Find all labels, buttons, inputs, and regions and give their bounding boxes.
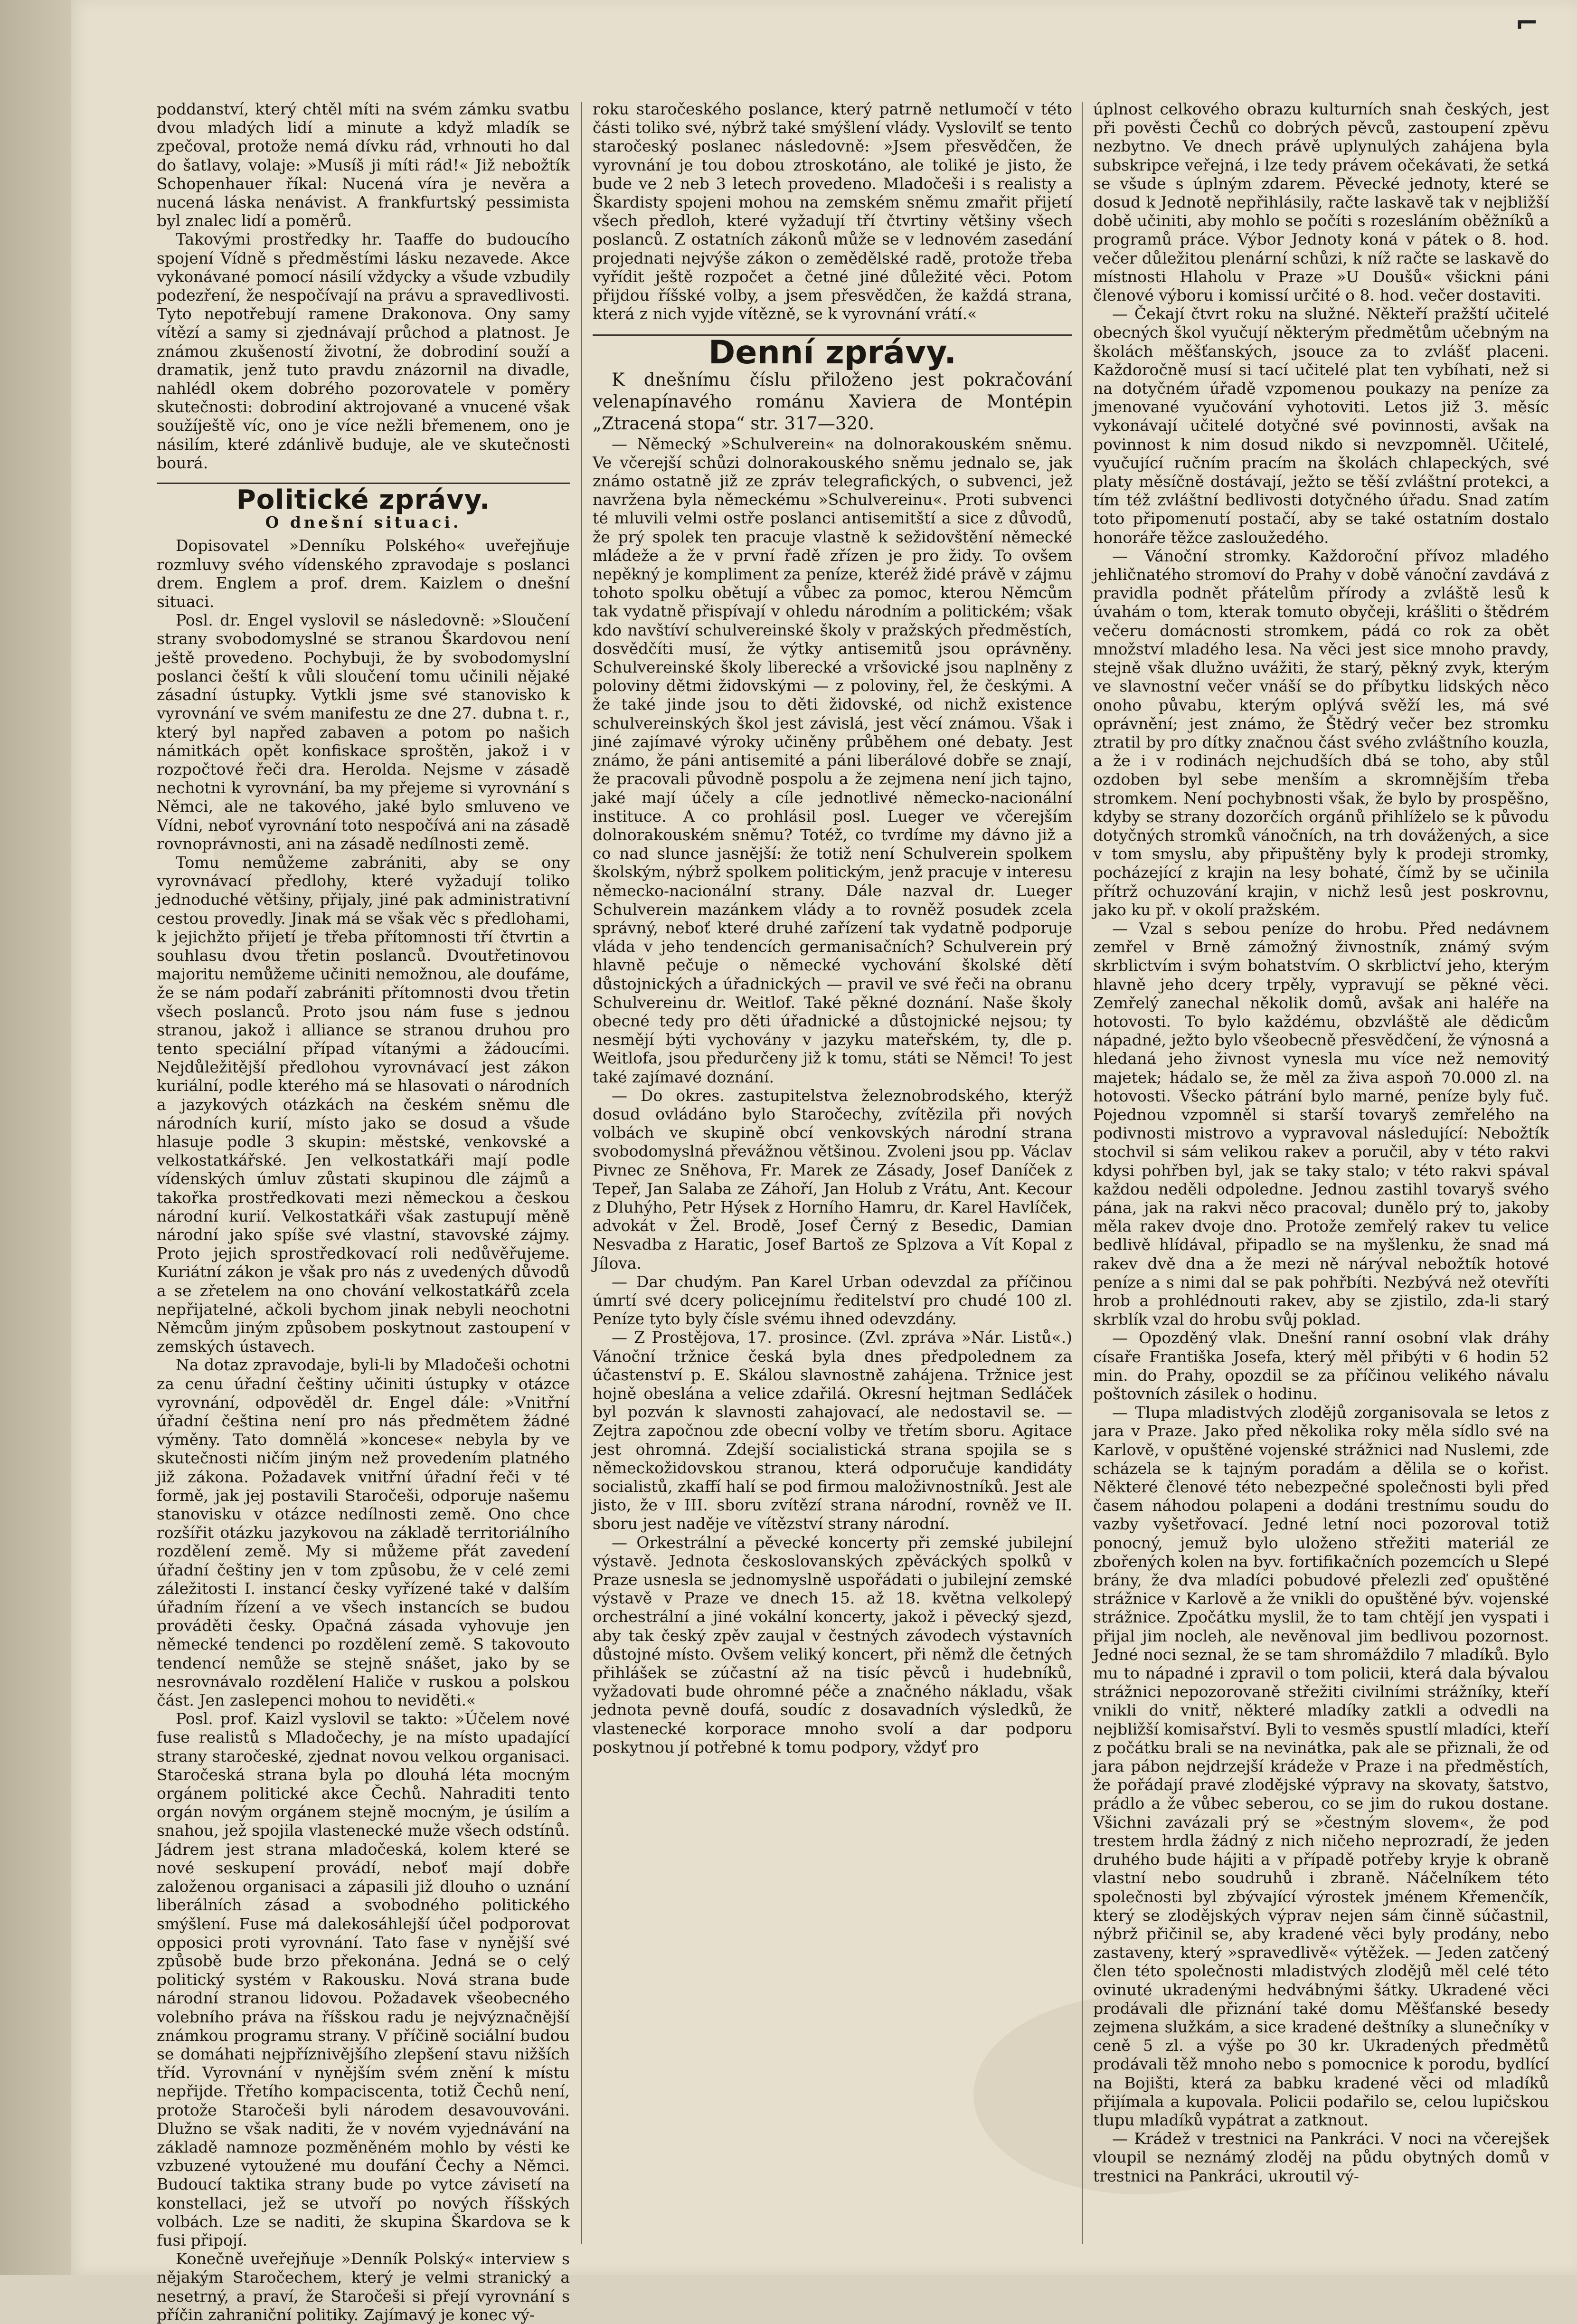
article-paragraph: poddanství, který chtěl míti na svém zámku svatbu dvou mladých lidí a minute a když mladík se zpečoval, protože nemá dívku rád, vrhnouti ho dal do šatlavy, volaje: »Musíš ji míti rád!« Již nebožtík Schopenhauer říkal: Nucená víra je nevěra a nucená láska nenávist. A frankfurtský pessimista byl znalec lidí a poměrů. xyxy=(157,100,570,230)
column-3 xyxy=(1093,100,1549,2256)
article-title-o-dnesni-situaci: O dnešní situaci. xyxy=(265,513,462,532)
supplement-notice: K dnešnímu číslu přiloženo jest pokračování velenapínavého románu Xaviera de Montépin „Ztracená stopa“ str. 317—320. xyxy=(593,369,1072,434)
news-item: — Dar chudým. Pan Karel Urban odevzdal za příčinou úmrtí své dcery policejnímu ředitelství pro chudé 100 zl. Peníze tyto byly čísle svému ihned odevzdány. xyxy=(593,1272,1072,1328)
article-paragraph: Dopisovatel »Denníku Polského« uveřejňuje rozmluvy svého vídenského zpravodaje s poslanci drem. Englem a prof. drem. Kaizlem o dnešní situaci. xyxy=(157,536,570,611)
news-item: — Vánoční stromky. Každoroční přívoz mladého jehličnatého stromoví do Prahy v době vánoční zavdává z pravidla podnět přátelům přírody a zvláště lesů k úvahám o tom, kterak tomuto obyčeji, krášliti o štědrém večeru domácnosti stromkem, pádá co rok za obět množství mladého lesa. Na věci jest sice mnoho pravdy, stejně však dlužno uvážiti, že starý, pěkný zvyk, kterým ve slavnostní večer vnáší se do příbytku lidských něco onoho půvabu, kterým oplývá svěží les, má své oprávnění; jest známo, že Štědrý večer bez stromku ztratil by pro dítky značnou část svého zvláštního kouzla, a že i v rodinách nejchudších dbá se toho, aby stůl ozdoben byl sebe menším a skromnějším třeba stromkem. Není pochybnosti však, že bylo by prospěšno, kdyby se strany dozorčích orgánů přihlíželo se k původu dotyčných stromků vánočních, na trh dovážených, a sice v tom smyslu, aby připuštěny byly k prodeji stromky, pocházející z krajin na lesy bohaté, čímž by se učinila přítrž ochuzování krajin, v nichž lesů jest poskrovnu, jako ku př. v okolí pražském. xyxy=(1093,546,1549,919)
article-paragraph: Na dotaz zpravodaje, byli-li by Mladočeši ochotni za cenu úřadní češtiny učiniti ústupky v otázce vyrovnání, odpověděl dr. Engel dále: »Vnitřní úřadní čeština není pro nás předmětem žádné výměny. Tato domnělá »koncese« nebyla by ve skutečnosti ničím jiným než provedením platného již zákona. Požadavek vnitřní úřadní řeči v té formě, jak jej postavili Staročeši, odporuje našemu stanovisku v otázce nedílnosti země. Ono chce rozšířit otázku jazykovou na základě territoriálního rozdělení země. My si můžeme přát zavedení úřadní češtiny jen v tom způsobu, že v celé zemi záležitosti I. instancí česky vyřízené také v dalším úřadním řízení a ve všech instancích se budou prováděti česky. Opačná zásada vyhovuje jen německé tendenci po rozdělení země. S takovouto tendencí nemůže se stejně snášet, jako by se nesrovnávalo rozdělení Haliče v ruskou a polskou část. Jen zaslepenci mohou to neviděti.« xyxy=(157,1356,570,1710)
article-paragraph: Konečně uveřejňuje »Denník Polský« interview s nějakým Staročechem, který je velmi stranický a nesetrný, a praví, že Staročeši si přejí vyrovnání s příčin zahraniční politiky. Zajímavý je konec vý- xyxy=(157,2249,570,2324)
page-corner-mark: ⌐ xyxy=(1515,7,1539,40)
news-item: — Tlupa mladistvých zlodějů zorganisovala se letos z jara v Praze. Jako před několika roky měla sídlo své na Karlově, v opuštěné vojenské strážnici nad Nuslemi, zde scházela se k tajným poradám a dělila se o kořist. Některé členové této nebezpečné společnosti byli před časem náhodou polapeni a dodáni trestnímu soudu do vazby vyšetřovací. Jedné letní noci pozoroval totiž ponocný, jemuž bylo uloženo střežiti materiál ze zbořených kolen na byv. fortifikačních pozemcích u Slepé brány, že dva mladíci pobudové přelezli zeď opuštěné strážnice v Karlově a že vnikli do opuštěné býv. vojenské strážnice. Zpočátku myslil, že to tam chtějí jen vyspati i přijal jim nocleh, ale nevěnoval jim bedlivou pozornost. Jedné noci seznal, že se tam shromáždilo 7 mladíků. Bylo mu to nápadné i zpravil o tom policii, která dala bývalou strážnici nepozorovaně střežiti civilními strážníky, kteří vnikli do vnitř, některé mladíky zatkli a odvedli na nejbližší komisařství. Byli to vesměs spustlí mladíci, kteří z počátku brali se na nevinátka, pak ale se přiznali, že od jara pábon nejdrzejší krádeže v Praze i na předměstích, že pořádají pravé zlodějské výpravy na skovaty, šatstvo, prádlo a že vůbec seberou, co se jim do rukou dostane. Všichni zavázali prý se »čestným slovem«, že pod trestem hrdla žádný z nich ničeho neprozradí, že jeden druhého bude hájiti a v případě potřeby kryje k obraně vlastní nebo soudruhů i zbraně. Náčelníkem této společnosti byl zbývající výrostek jménem Křemenčík, který se zlodějských výprav nejen sám činně súčastnil, nýbrž přičinil se, aby kradené věci byly prodány, nebo zastaveny, který »spravedlivě« výtěžek. — Jeden zatčený člen této společnosti mladistvých zlodějů měl celé této ovinuté ukradenými hedvábnými šátky. Ukradené věci prodávali dle přiznání také domu Měšťanské besedy zejmena služkám, a sice kradené deštníky a slunečníky v ceně 5 zl. a výše po 30 kr. Ukradených předmětů prodávali těž mnoho nebo s pomocnice k porodu, bydlící na Bojišti, která za babku kradené věci od mladíků přijímala a kupovala. Policii podařilo se, celou lupičskou tlupu mladíků vypátrat a zatknout. xyxy=(1093,1403,1549,2129)
column-rule xyxy=(581,102,582,2244)
news-item: — Čekají čtvrt roku na služné. Někteří pražští učitelé obecných škol vyučují některým předmětům učebným na školách měšťanských, jsouce za to zvlášť placeni. Každoročně musí si tací učitelé plat ten vybíhati, než si na dotyčném úřadě vzpomenou poukazy na peníze za jmenované vyučování vyhotoviti. Letos již 3. měsíc vykonávají učitelé dotyčné své povinnosti, avšak na povinnost k nim dosud nikdo si nevzpomněl. Učitelé, vyučující ručním pracím na školách chlapeckých, své platy měsíčně dostávají, ježto se těší zvláštní protekci, a tím též zvláštní bedlivosti dotyčného úřadu. Snad zatím toto připomenutí postačí, aby se také ostatním dostalo honoráře těžce zasloužedého. xyxy=(1093,304,1549,547)
article-paragraph: roku staročeského poslance, který patrně netlumočí v této části toliko své, nýbrž také smýšlení vlády. Vyslovilť se tento staročeský poslanec následovně: »Jsem přesvědčen, že vyrovnání je tou dobou ztroskotáno, ale toliké je jisto, že bude ve 2 neb 3 letech provedeno. Mladočeši i s realisty a Škardisty spojeni mohou na zemském sněmu zmařit přijetí všech předloh, které vyžadují tří čtvrtiny většiny všech poslanců. Z ostatních zákonů může se v lednovém zasedání projednati nejvýše zákon o zemědělské radě, protože třeba vyřídit ještě rozpočet a četné jiné důležité věci. Potom přijdou říšské volby, a jsem přesvědčen, že každá strana, která z nich vyjde vítězně, se k vyrovnání vrátí.« xyxy=(593,100,1072,323)
article-paragraph: Posl. dr. Engel vyslovil se následovně: »Sloučení strany svobodomyslné se stranou Škardovou není ještě provedeno. Pochybuji, že by svobodomyslní poslanci čeští k vůli sloučení tomu učinili nějaké zásadní ústupky. Vytkli jsme své stanovisko k vyrovnání ve svém manifestu ze dne 27. dubna t. r., který byl napřed zabaven a potom po našich námitkách opět konfiskace sproštěn, jakož i v rozpočtové řeči dra. Herolda. Nejsme v zásadě nechotni k vyrovnání, ba my přejeme si vyrovnání s Němci, ale ne takového, jaké bylo smluveno ve Vídni, neboť vyrovnání toto nespočívá ani na zásadě rovnoprávnosti, ani na zásadě nedílnosti země. xyxy=(157,611,570,853)
newspaper-page xyxy=(71,0,1577,2324)
binding-edge xyxy=(0,0,76,2275)
column-rule xyxy=(1082,102,1083,2244)
section-heading-denni-zpravy: Denní zprávy. xyxy=(593,334,1072,362)
column-1 xyxy=(157,100,570,2324)
article-paragraph: Posl. prof. Kaizl vyslovil se takto: »Účelem nové fuse realistů s Mladočechy, je na místo upadající strany staročeské, zjednat novou velkou organisaci. Staročeská strana byla po dlouhá léta mocným orgánem politické akce Čechů. Nahraditi tento orgán novým orgánem stejně mocným, je úsilím a snahou, jež spojila vlastenecké muže všech odstínů. Jádrem jest strana mladočeská, kolem které se nové seskupení provádí, neboť mají dobře založenou organisaci a zápasili již dlouho o uznání liberálních zásad a svobodného politického smýšlení. Fuse má dalekosáhlejší účel podporovat opposici proti vyrovnání. Tato fase v nynější své způsobě bude brzo překonána. Jedná se o celý politický systém v Rakousku. Nová strana bude národní stranou lidovou. Požadavek všeobecného volebního práva na říšskou radu je nejvýznačnější známkou programu strany. V příčině sociální budou se domáhati nejpříznivějšího zlepšení stavu nižších tříd. Vyrovnání v nynějším svém znění k místu nepřijde. Třetího kompaciscenta, totiž Čechů není, protože Staročeši byli národem desavouvováni. Dlužno se však naditi, že v novém vyjednávání na základě namnoze pozměněném mohlo by vésti ke vzbuzené vytoužené mu doufání Čechy a Němci. Budoucí taktika strany bude po vytce závisetí na konstellaci, jež se utvoří po nových říšských volbách. Lze se naditi, že skupina Škardova se k fusi připojí. xyxy=(157,1709,570,2249)
news-item: úplnost celkového obrazu kulturních snah českých, jest při pověsti Čechů co dobrých pěvců, zastoupení zpěvu nezbytno. Ve dnech právě uplynulých zahájena byla subskripce veřejná, i lze tedy právem očekávati, že setká se všude s úplným zdarem. Pěvecké jednoty, které se dosud k Jednotě nepřihlásily, račte laskavě tak v nejbližší době učiniti, aby mohlo se počíti s rozesláním oběžníků a programů práce. Výbor Jednoty koná v pátek o 8. hod. večer důležitou plenární schůzi, k níž račte se laskavě do místnosti Hlaholu v Praze »U Doušů« všickni páni členové výboru i komissí určité o 8. hod. večer dostaviti. xyxy=(1093,100,1549,305)
article-paragraph: Tomu nemůžeme zabrániti, aby se ony vyrovnávací předlohy, které vyžadují toliko jednoduché většiny, přijaly, jiné pak administrativní cestou provedly. Jinak má se však věc s předlohami, k jejichžto přijetí je třeba přítomnosti tří čtvrtin a souhlasu dvou třetin poslanců. Dvoutřetinovou majoritu nemůžeme učiniti nemožnou, ale doufáme, že se nám podaří zabrániti přítomnosti dvou třetin všech poslanců. Proto jsou nám fuse s jednou stranou, jakož i alliance se stranou druhou pro tento speciální případ vítanými a žádoucími. Nejdůležitější předlohou vyrovnávací jest zákon kuriální, podle kterého má se hlasovati o národních a jazykových otázkách na českém sněmu dle národních kurií, místo jako se dosud a všude hlasuje podle 3 skupin: městské, venkovské a velkostatkářské. Jen velkostatkáři mají podle vídenských úmluv zůstati skupinou dle zájmů a takořka prostředkovati mezi německou a českou národní kurií. Velkostatkáři však zastupují měně národní jako spíše své vlastní, stavovské zájmy. Proto jejich sprostředkovací roli nedůvěřujeme. Kuriátní zákon je však pro nás z uvedených důvodů a se zřetelem na ono chování velkostatkářů zcela nepřijatelné, ačkoli bychom jinak nebyli neochotni Němcům jiným způsobem poskytnout zastoupení v zemských ústavech. xyxy=(157,853,570,1356)
news-item: — Vzal s sebou peníze do hrobu. Před nedávnem zemřel v Brně zámožný živnostník, známý svým skrblictvím i svým bohatstvím. O skrblictví jeho, kterým hlavně jeho dcery trpěly, vypravují se pěkné věci. Zemřelý zanechal několik domů, avšak ani haléře na hotovosti. To bylo každému, obzvláště ale dědicům nápadné, ježto bylo všeobecně přesvědčení, že výnosná a hledaná jeho živnost vynesla mu více než nemovitý majetek; hádalo se, že měl za živa aspoň 70.000 zl. na hotovosti. Všecko pátrání bylo marné, peníze byly fuč. Pojednou vzpomněl si starší tovaryš zemřelého na podivnosti mistrovo a vypravoval následující: Nebožtík stochvil si sám velikou rakev a poručil, aby v této rakvi kdysi pohřben byl, jak se taky stalo; v této rakvi spával každou neděli odpoledne. Jednou zastihl tovaryš svého pána, jak na rakvi něco pracoval; dunělo prý to, jakoby měla rakev dvoje dno. Protože zemřelý rakev tu velice bedlivě hlídával, připadlo se na myšlenku, že snad má rakev dvě dna a že mezi ně nárýval nebožtík hotové peníze a s nimi dal se pak pohřbíti. Nezbývá než otevříti hrob a prohlédnouti rakev, aby se zjistilo, zda-li starý skrblík vzal do hrobu svůj poklad. xyxy=(1093,919,1549,1329)
news-item: — Do okres. zastupitelstva železnobrodského, kterýž dosud ovládáno bylo Staročechy, zvítězila při nových volbách ve skupině obcí venkovských národní strana svobodomyslná převážnou většinou. Zvoleni jsou pp. Václav Pivnec ze Sněhova, Fr. Marek ze Zásady, Josef Daníček z Tepeř, Jan Salaba ze Záhoří, Jan Holub z Vrátu, Ant. Kecour z Dluhýho, Petr Hýsek z Horního Hamru, dr. Karel Havlíček, advokát v Žel. Brodě, Josef Černý z Besedic, Damian Nesvadba z Haratic, Josef Bartoš ze Splzova a Vít Kopal z Jílova. xyxy=(593,1086,1072,1272)
news-item: — Německý »Schulverein« na dolnorakouském sněmu. Ve včerejší schůzi dolnorakouského sněmu jednalo se, jak známo ostatně již ze zpráv telegrafických, o subvenci, jež navržena byla německému »Schulvereinu«. Proti subvenci té mluvili velmi ostře poslanci antisemitští a sice z důvodů, že prý spolek ten pracuje vlastně k sežidovštění německé mládeže a že v první řadě zřízen je pro židy. To ovšem nepěkný je kompliment za peníze, kteréž židé právě v zájmu tohoto spolku obětují a vůbec za pomoc, kterou Němcům tak vydatně přispívají v ohledu národním a politickém; však kdo navštíví schulvereinské školy v pražských předměstích, dosvědčíti musí, že výtky antisemitů jsou oprávněny. Schulvereinské školy liberecké a vršovické jsou naplněny z poloviny dětmi židovskými — z poloviny, řel, že českými. A že také jinde jsou to děti židovské, od nichž existence schulvereinských škol jest závislá, jest věcí známou. Však i jiné zajímavé výroky učiněny průběhem oné debaty. Jest známo, že páni antisemité a páni liberálové dobře se znají, že pracovali původně pospolu a že zejmena není jich tajno, jaké mají účely a cíle jednotlivé německo-nacionální instituce. A co prohlásil posl. Lueger ve včerejším dolnorakouském sněmu? Totéž, co tvrdíme my dávno již a co nad slunce jasnější: že totiž není Schulverein spolkem školským, nýbrž spolkem politickým, jenž pracuje v interesu německo-nacionální strany. Dále nazval dr. Lueger Schulverein mazánkem vlády a to rovněž posudek zcela správný, neboť které druhé zařízení tak vydatně podporuje vláda v jeho tendencích germanisačních? Schulverein prý hlavně pečuje o německé vychování školské dětí důstojnických a úřadnických — pravil ve své řeči na obranu Schulvereinu dr. Weitlof. Také pěkné doznání. Naše školy obecné tedy pro děti úřadnické a důstojnické nejsou; ty nesmějí býti vychovány v jazyku mateřském, ty, dle p. Weitlofa, jsou předurčeny již k tomu, státi se Němci! To jest také zajímavé doznání. xyxy=(593,434,1072,1086)
article-paragraph: Takovými prostředky hr. Taaffe do budoucího spojení Vídně s předměstími lásku nezavede. Akce vykonávané pomocí násilí vždycky a všude vzbudily podezření, že nespočívají na právu a spravedlivosti. Tyto nepotřebují ramene Drakonova. Ony samy vítězí a samy si zjednávají průchod a platnost. Je známou zkušeností životní, že dobrodiní souží a dramatik, jenž tuto pravdu znázornil na divadle, nahlédl okem dobrého pozorovatele v poměry skutečnosti: dobrodiní aktrojované a vnucené však soužíještě víc, ono je více nežli břemenem, ono je násilím, které zdánlivě buduje, ale ve skutečnosti bourá. xyxy=(157,230,570,472)
news-item: — Krádež v trestnici na Pankráci. V noci na včerejšek vloupil se neznámý zloděj na půdu obytných domů v trestnici na Pankráci, ukroutil vý- xyxy=(1093,2129,1549,2185)
news-item: — Orkestrální a pěvecké koncerty při zemské jubilejní výstavě. Jednota českoslovanských zpěváckých spolků v Praze usnesla se jednomyslně uspořádati o jubilejní zemské výstavě v Praze ve dnech 15. až 18. května velkolepý orchestrální a jiné vokální koncerty, jakož i pěvecký sjezd, aby tak český zpěv zaujal v čestných závodech výstavních důstojné místo. Ovšem veliký koncert, při němž dle četných přihlášek se zúčastní až na tisíc pěvců i hudebníků, vyžadovati bude ohromné péče a značného nákladu, však jednota pevně doufá, soudíc z dosavadních výsledků, že vlastenecké korporace mnoho svolí a dar podporu poskytnou jí potřebné k tomu podpory, vždyť pro xyxy=(593,1533,1072,1756)
news-item: — Opozděný vlak. Dnešní ranní osobní vlak dráhy císaře Františka Josefa, který měl přibýti v 6 hodin 52 min. do Prahy, opozdil se za příčinou velikého návalu poštovních zásilek o hodinu. xyxy=(1093,1328,1549,1404)
news-item: — Z Prostějova, 17. prosince. (Zvl. zpráva »Nár. Listů«.) Vánoční tržnice česká byla dnes předpolednem za účastenství p. E. Skálou slavnostně zahájena. Tržnice jest hojně obeslána a velice zdařilá. Okresní hejtman Sedláček byl pozván k slavnosti zahajovací, ale nedostavil se. — Zejtra započnou zde obecní volby ve třetím sboru. Agitace jest ohromná. Zdejší socialistická strana spojila se s německožidovskou stranou, která odporučuje kandidáty socialistů, zkaffí halí se pod firmou maloživnostníků. Jest ale jisto, že v III. sboru zvítězí strana národní, rovněž ve II. sboru jest naděje ve vítězství strany národní. xyxy=(593,1328,1072,1533)
section-heading-politicke-zpravy: Politické zprávy. xyxy=(157,483,570,509)
column-2 xyxy=(593,100,1072,2256)
